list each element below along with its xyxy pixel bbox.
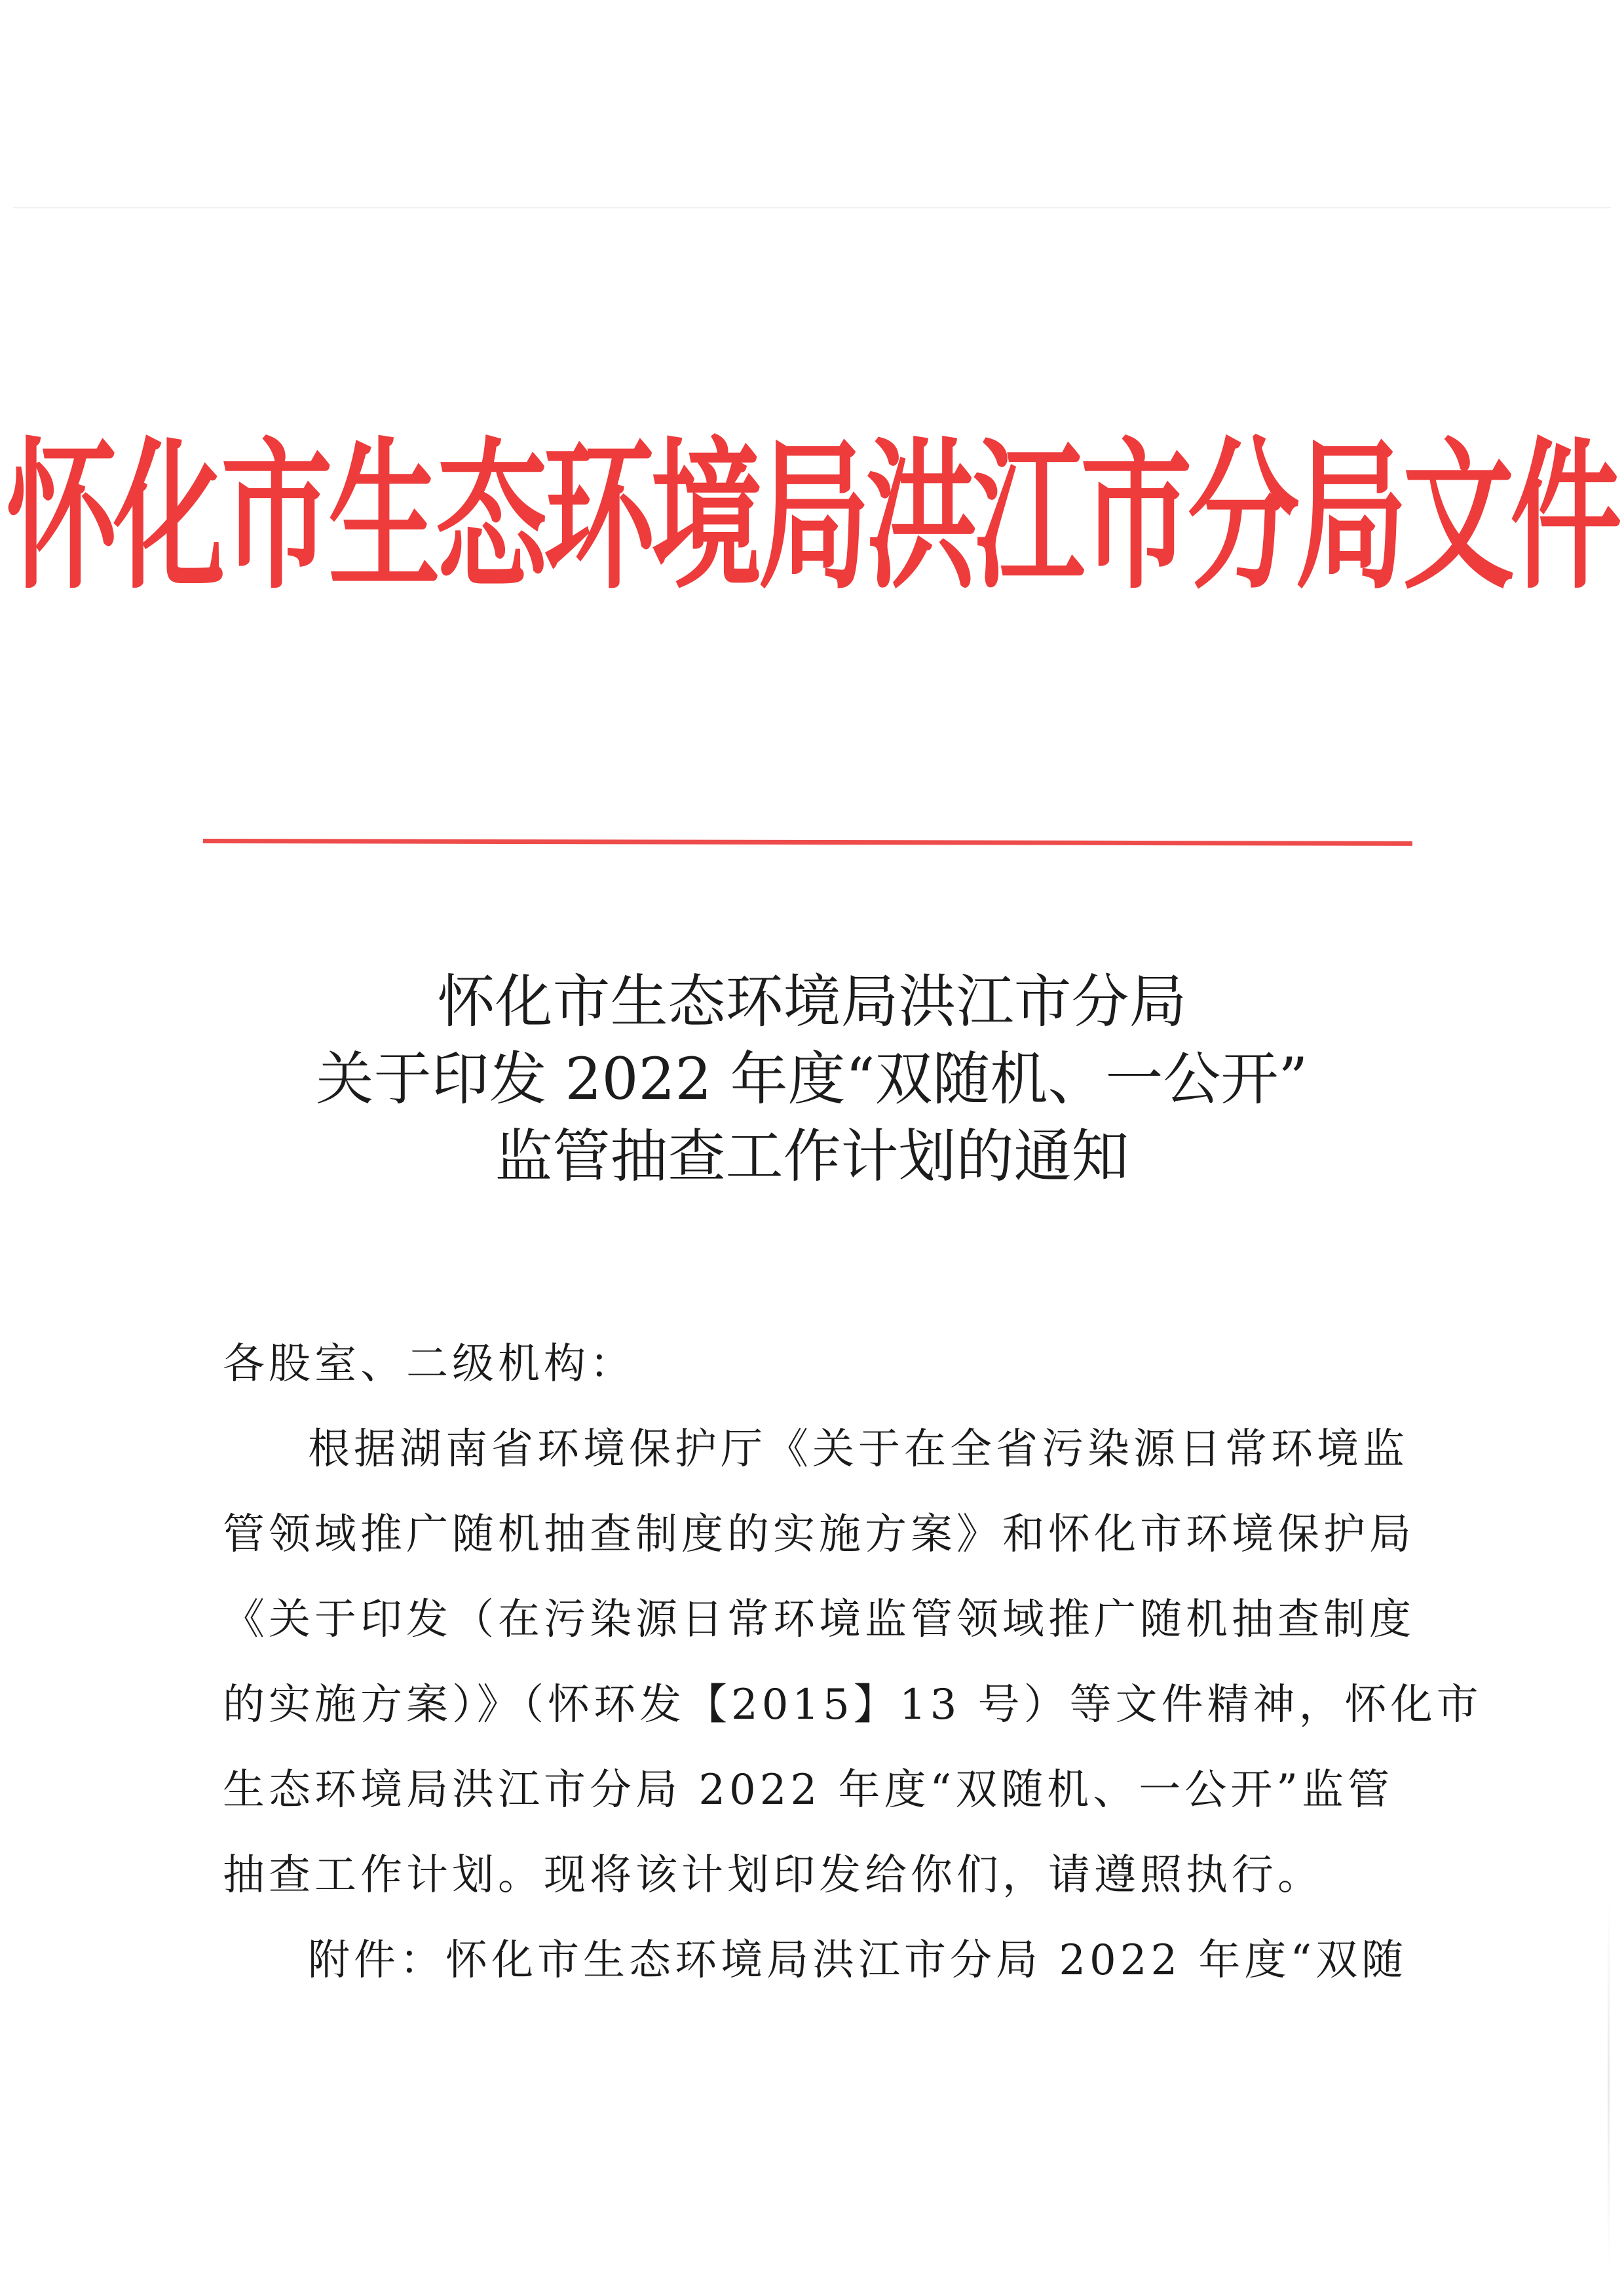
- title-line: 关于印发 2022 年度“双随机、一公开”: [316, 1045, 1308, 1113]
- salutation: 各股室、二级机构：: [223, 1340, 635, 1388]
- document-header-title: 怀化市生态环境局洪江市分局文件: [6, 423, 1618, 612]
- paragraph-line: 的实施方案）》（怀环发【2015】13 号）等文件精神，怀化市: [223, 1681, 1482, 1729]
- paragraph-line: 根据湖南省环境保护厅《关于在全省污染源日常环境监: [308, 1425, 1408, 1474]
- title-line: 怀化市生态环境局洪江市分局: [437, 968, 1187, 1035]
- red-divider-rule: [203, 839, 1412, 846]
- attachment-line: 附件：怀化市生态环境局洪江市分局 2022 年度“双随: [308, 1936, 1408, 1985]
- scan-shadow: [1608, 1900, 1610, 2267]
- title-line: 监管抽查工作计划的通知: [495, 1122, 1129, 1190]
- document-title: [0, 963, 1624, 1195]
- paragraph-line: 抽查工作计划。现将该计划印发给你们，请遵照执行。: [223, 1851, 1323, 1900]
- paragraph-line: 《关于印发（在污染源日常环境监管领域推广随机抽查制度: [223, 1596, 1415, 1644]
- scan-edge: [13, 207, 1611, 208]
- paragraph-line: 管领域推广随机抽查制度的实施方案》和怀化市环境保护局: [223, 1510, 1415, 1559]
- paragraph-line: 生态环境局洪江市分局 2022 年度“双随机、一公开”监管: [223, 1766, 1393, 1814]
